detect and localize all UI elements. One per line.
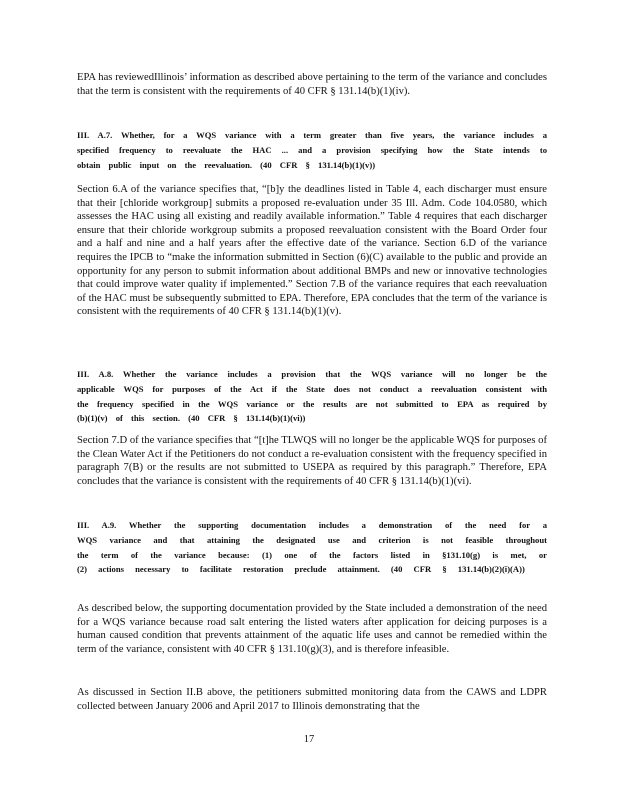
section-heading-a8: III. A.8. Whether the variance includes a provision that the WQS variance will no longer be the applicable WQS for purposes of the Act if the State does not conduct a reevaluation consistent with the frequency specified in the WQS variance or the results are not submitted to EPA as required by (b)(1)(v) of this section. (40 CFR § 131.14(b)(1)(vi)) [77, 369, 547, 424]
paragraph-term-conclusion: EPA has reviewedIllinois’ information as described above pertaining to the term of the variance and concludes that the term is consistent with the requirements of 40 CFR § 131.14(b)(1)(iv). [77, 72, 547, 97]
section-heading-a9: III. A.9. Whether the supporting documentation includes a demonstration of the need for a WQS variance and that attaining the designated use and criterion is not feasible throughout the term of the variance because: (1) one of the factors listed in §131.10(g) is met, or (2) actions necessary to facilitate restoration preclude attainment. (40 CFR § 131.14(b)(2)(i)(A)) [77, 520, 547, 575]
paragraph-section-7d: Section 7.D of the variance specifies that “[t]he TLWQS will no longer be the applicable WQS for purposes of the Clean Water Act if the Petitioners do not conduct a re-evaluation consistent with the frequency specified in paragraph 7(B) or the results are not submitted to USEPA as required by this paragraph.” Therefore, EPA concludes that the variance is consistent with the requirements of 40 CFR § 131.14(b)(1)(vi). [77, 435, 547, 487]
paragraph-supporting-documentation: As described below, the supporting documentation provided by the State included a demonstration of the need for a WQS variance because road salt entering the listed waters after application for deicing purposes is a human caused condition that prevents attainment of the aquatic life uses and cannot be remedied within the term of the variance, consistent with 40 CFR § 131.10(g)(3), and is therefore infeasible. [77, 603, 547, 655]
paragraph-section-6a: Section 6.A of the variance specifies that, “[b]y the deadlines listed in Table 4, each discharger must ensure that their [chloride workgroup] submits a proposed re-evaluation under 35 Ill. Adm. Code 104.0580, which assesses the HAC using all existing and readily available information.” Table 4 requires that each discharger ensure that their chloride workgroup submits a proposed reevaluation consistent with the Board Order four and a half and nine and a half years after the effective date of the variance. Section 6.D of the variance requires the IPCB to “make the information submitted in Section (6)(C) available to the public and provide an opportunity for any person to submit information about additional BMPs and new or innovative technologies that could improve water quality if implemented.” Section 7.B of the variance requires that each reevaluation of the HAC must be subsequently submitted to EPA. Therefore, EPA concludes that the term of the variance is consistent with the requirements of 40 CFR § 131.14(b)(1)(v). [77, 184, 547, 318]
page-number: 17 [303, 734, 315, 745]
paragraph-monitoring-data: As discussed in Section II.B above, the petitioners submitted monitoring data from the CAWS and LDPR collected between January 2006 and April 2017 to Illinois demonstrating that the [77, 687, 547, 712]
section-heading-a7: III. A.7. Whether, for a WQS variance with a term greater than five years, the variance includes a specified frequency to reevaluate the HAC ... and a provision specifying how the State intends to obtain public input on the reevaluation. (40 CFR § 131.14(b)(1)(v)) [77, 130, 547, 170]
